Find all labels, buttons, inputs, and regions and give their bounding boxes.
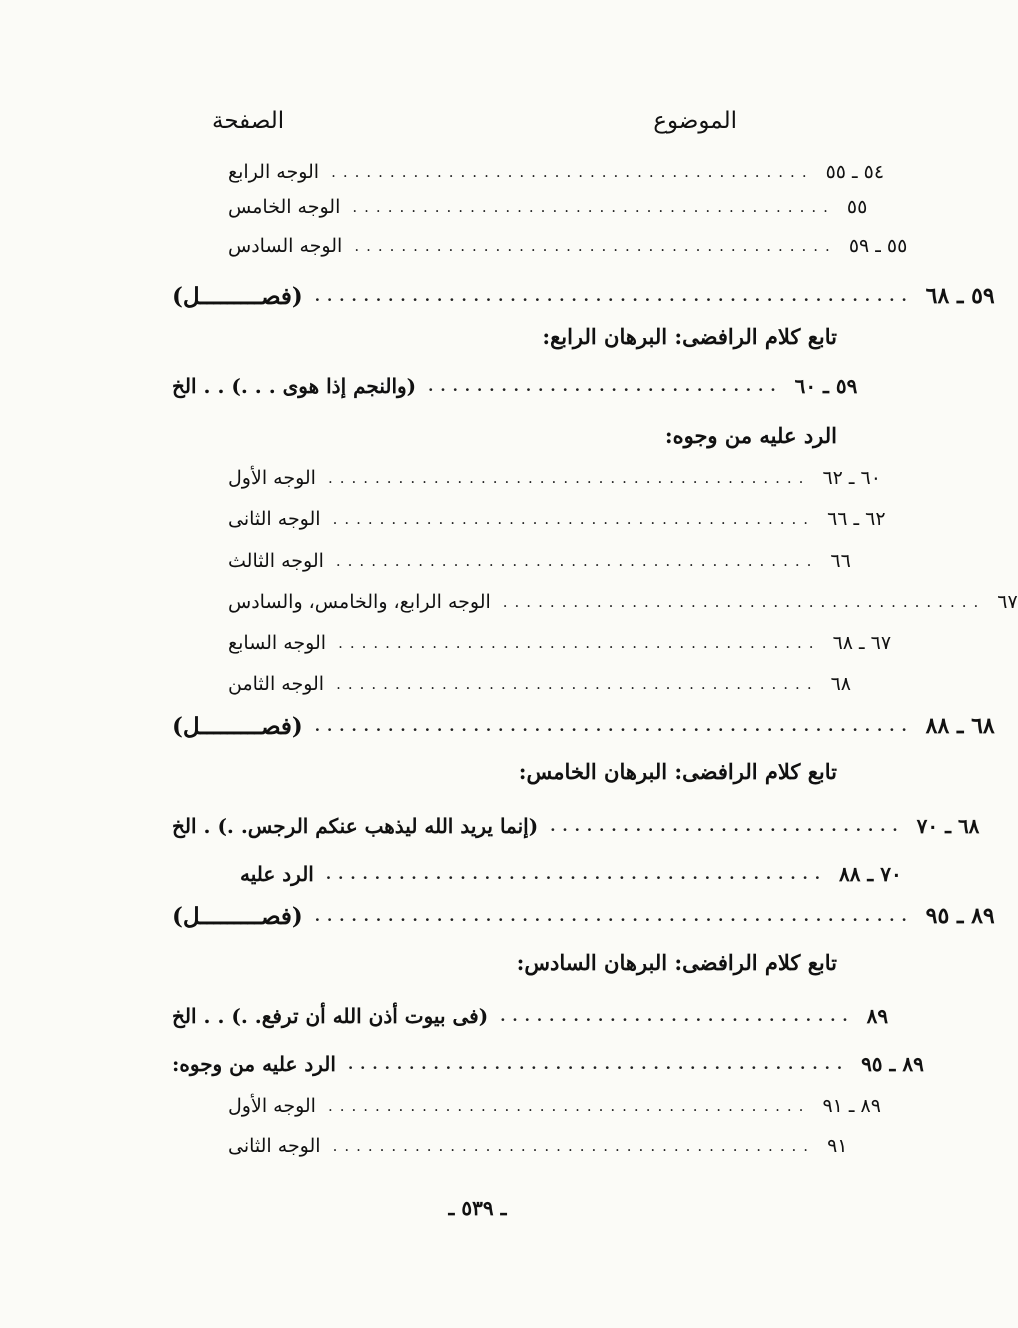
leader-dots: ......................................... [331, 163, 814, 181]
entry-page: ٩١ [827, 1135, 848, 1157]
toc-entry [228, 152, 885, 192]
leader-dots: ............................. [550, 817, 905, 835]
leader-dots: ......................................... [336, 675, 819, 693]
section-page: ٥٩ ـ ٦٨ [925, 283, 995, 309]
toc-section-entry [172, 706, 995, 746]
leader-dots: ......................................... [332, 510, 816, 528]
entry-page: ٦٢ ـ ٦٦ [827, 508, 886, 530]
leader-dots: ............................. [428, 377, 783, 395]
entry-page: ٥٥ ـ ٥٩ [848, 235, 908, 257]
toc-entry [228, 499, 886, 539]
toc-entry [228, 582, 1018, 622]
toc-section-entry [172, 276, 995, 316]
header-page: الصفحة [212, 108, 285, 134]
verse-page: ٥٩ ـ ٦٠ [794, 374, 858, 398]
leader-dots: ......................................... [332, 1137, 816, 1155]
leader-dots: ................................................. [314, 907, 914, 925]
entry-page: ٦٧ ـ ٦٨ [832, 632, 892, 654]
leader-dots: ......................................... [352, 198, 835, 216]
leader-dots: ................................................. [314, 717, 914, 735]
toc-entry [228, 458, 881, 498]
leader-dots: ......................................... [354, 237, 837, 255]
section-heading: الرد عليه من وجوه: [664, 423, 837, 448]
verse-page: ٦٨ ـ ٧٠ [916, 814, 980, 838]
leader-dots: ......................................... [325, 865, 827, 883]
toc-entry [228, 1126, 848, 1166]
toc-entry [228, 187, 868, 227]
entry-topic: الرد عليه من وجوه: [172, 1052, 336, 1076]
toc-entry [240, 854, 902, 894]
leader-dots: ......................................... [502, 593, 986, 611]
leader-dots: ......................................... [335, 552, 819, 570]
entry-page: ٦٧ [997, 591, 1018, 613]
toc-entry [172, 1044, 924, 1084]
entry-topic: الوجه السادس [228, 235, 343, 257]
page-number: ـ ٥٣٩ ـ [448, 1196, 507, 1220]
entry-topic: الوجه الثالث [228, 550, 324, 572]
toc-verse-entry [172, 366, 858, 406]
entry-topic: الوجه الثامن [228, 673, 325, 695]
entry-page: ٧٠ ـ ٨٨ [838, 862, 902, 886]
entry-topic: الوجه الخامس [228, 196, 341, 218]
leader-dots: ......................................... [327, 1097, 811, 1115]
header-topic: الموضوع [653, 108, 737, 134]
section-page: ٨٩ ـ ٩٥ [925, 903, 995, 929]
leader-dots: ............................. [500, 1007, 855, 1025]
toc-entry [228, 1086, 881, 1126]
toc-entry [228, 623, 892, 663]
entry-page: ٥٥ [846, 196, 868, 218]
entry-page: ٨٩ ـ ٩١ [822, 1095, 881, 1117]
verse-topic: (والنجم إذا هوى . . .) . . الخ [172, 374, 417, 398]
verse-page: ٨٩ [866, 1004, 889, 1028]
leader-dots: ......................................... [347, 1055, 850, 1073]
toc-verse-entry [172, 996, 889, 1036]
entry-topic: الوجه الرابع [228, 161, 320, 183]
verse-topic: (فى بيوت أذن الله أن ترفع. .) . . الخ [172, 1004, 489, 1028]
entry-topic: الوجه السابع [228, 632, 327, 654]
toc-verse-entry [172, 806, 980, 846]
entry-page: ٥٤ ـ ٥٥ [825, 161, 885, 183]
section-page: ٦٨ ـ ٨٨ [925, 713, 995, 739]
toc-section-entry [172, 896, 995, 936]
verse-topic: (إنما يريد الله ليذهب عنكم الرجس. .) . الخ [172, 814, 539, 838]
section-topic: (فصـــــــــل) [172, 902, 303, 930]
entry-topic: الوجه الثانى [228, 1135, 321, 1157]
section-heading: تابع كلام الرافضى: البرهان السادس: [516, 950, 837, 975]
section-heading: تابع كلام الرافضى: البرهان الخامس: [518, 759, 837, 784]
toc-entry [228, 664, 852, 704]
toc-entry [228, 226, 908, 266]
entry-topic: الوجه الثانى [228, 508, 321, 530]
entry-topic: الوجه الأول [228, 467, 316, 489]
section-heading: تابع كلام الرافضى: البرهان الرابع: [542, 324, 837, 349]
leader-dots: ......................................... [338, 634, 821, 652]
leader-dots: ................................................. [314, 287, 914, 305]
entry-topic: الوجه الرابع، والخامس، والسادس [228, 591, 491, 613]
entry-page: ٦٠ ـ ٦٢ [822, 467, 881, 489]
entry-topic: الوجه الأول [228, 1095, 316, 1117]
toc-entry [228, 541, 851, 581]
entry-topic: الرد عليه [240, 862, 314, 886]
entry-page: ٦٨ [830, 673, 852, 695]
entry-page: ٦٦ [830, 550, 851, 572]
entry-page: ٨٩ ـ ٩٥ [861, 1052, 924, 1076]
section-topic: (فصـــــــــل) [172, 712, 303, 740]
leader-dots: ......................................... [327, 469, 811, 487]
section-topic: (فصـــــــــل) [172, 282, 303, 310]
